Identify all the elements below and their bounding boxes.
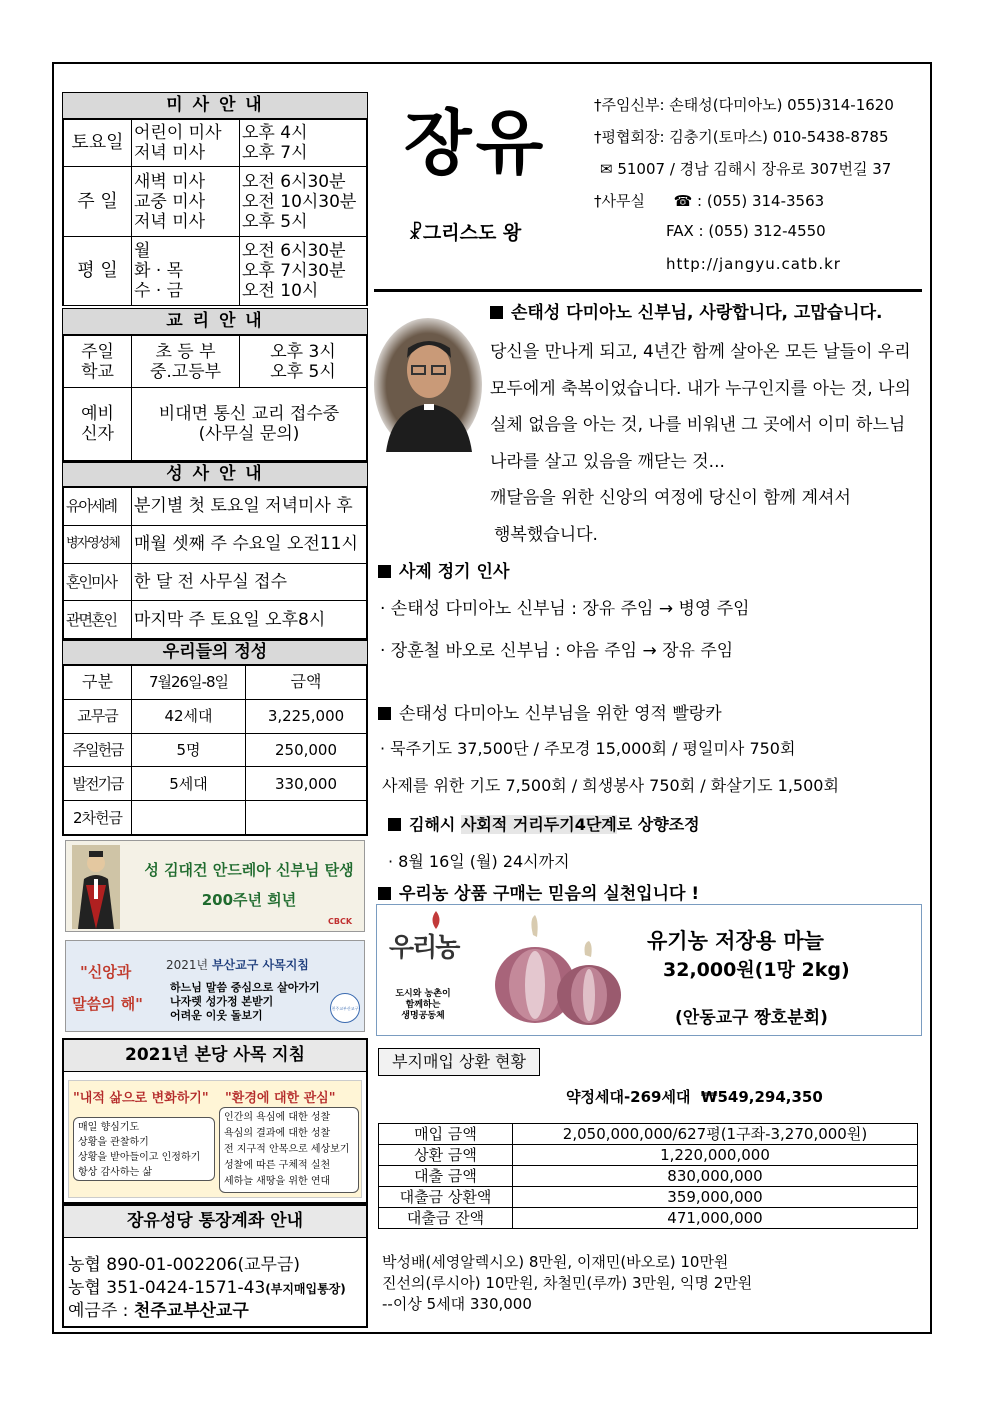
land-header: 부지매입 상환 현황 (378, 1048, 540, 1076)
farewell-line: 행복했습니다. (494, 524, 598, 545)
sacrament-label: 관면혼인 (64, 601, 132, 639)
mass-time: 오전 6시30분 (242, 241, 346, 261)
masthead-divider (374, 289, 922, 292)
farm-ad (376, 904, 922, 1036)
address: 51007 / 경남 김해시 장유로 307번길 37 (617, 160, 892, 178)
farewell-line: 실체 없음을 아는 것, 나를 비워낸 그 곳에서 이미 하느님 (490, 415, 906, 435)
plan-heading-environment: "환경에 대한 관심" (225, 1091, 336, 1106)
offering-cell: 5명 (132, 733, 246, 767)
woorinong-leaf-icon (429, 911, 443, 929)
masthead-subtitle: 그리스도 왕 (422, 222, 522, 244)
parish-plan-header: 2021년 본당 사목 지침 (64, 1040, 366, 1072)
transfer-title: 사제 정기 인사 (399, 562, 510, 582)
busan-quote-1: "신앙과 (80, 963, 132, 981)
school-group: 중.고등부 (149, 361, 222, 382)
bullet-square-icon (378, 565, 391, 578)
offering-box (62, 640, 368, 836)
farewell-title: 손태성 다미아노 신부님, 사랑합니다, 고맙습니다. (511, 303, 883, 323)
busan-title-year: 2021년 (166, 958, 209, 972)
bullet-square-icon (388, 818, 401, 831)
sacrament-label: 유아세례 (64, 488, 132, 526)
kim-banner-title: 성 김대건 안드레아 신부님 탄생 (144, 861, 354, 879)
school-group: 초 등 부 (155, 341, 216, 362)
bouquet-title: 손태성 다미아노 신부님을 위한 영적 빨랑카 (399, 704, 722, 724)
garlic-image (493, 915, 623, 1027)
woorinong-tag: 함께하는 (405, 1000, 441, 1010)
sacrament-text: 한 달 전 사무실 접수 (132, 563, 367, 601)
cbck-logo: CBCK (328, 917, 353, 926)
school-time: 오후 3시 (270, 341, 336, 362)
council-contact: †평협회장: 김충기(토마스) 010-5438-8785 (594, 128, 889, 146)
bullet-square-icon (378, 887, 391, 900)
account-line: 농협 890-01-002206(교무금) (68, 1255, 301, 1275)
woorinong-logo: 우리농 (389, 933, 459, 963)
busan-item: 하느님 말씀 중심으로 살아가기 (170, 981, 320, 994)
sacrament-text: 분기별 첫 토요일 저녁미사 후 (132, 488, 367, 526)
offering-cell: 42세대 (132, 699, 246, 733)
kim-daegeon-banner (65, 840, 365, 932)
account-purpose: (부지매입통장) (265, 1282, 346, 1296)
offering-cell: 주일헌금 (64, 733, 132, 767)
farewell-line: 당신을 만나게 되고, 4년간 함께 살아온 모든 날들이 우리 (490, 342, 911, 362)
plan-heading-inner-life: "내적 삶으로 변화하기" (73, 1091, 209, 1106)
land-table (378, 1123, 918, 1229)
offering-col-header: 구분 (64, 666, 132, 700)
offering-col-header: 7월26일-8일 (132, 666, 246, 700)
mass-time: 오후 7시 (242, 143, 308, 163)
donor-line: --이상 5세대 330,000 (382, 1295, 532, 1313)
mass-time: 오후 4시 (242, 123, 308, 143)
sunday-school-label: 주일 학교 (64, 336, 132, 388)
office-phone: †사무실 ☎ : (055) 314-3563 (594, 192, 825, 210)
priest-photo (374, 318, 482, 452)
catechism-table (63, 335, 367, 461)
mass-time: 오전 10시 (242, 281, 319, 301)
mass-name: 새벽 미사 (134, 171, 206, 192)
mass-time: 오후 7시30분 (242, 261, 346, 281)
busan-title: 부산교구 사목지침 (211, 958, 309, 972)
mass-box (62, 92, 368, 306)
masthead-title: 장유 (404, 102, 548, 184)
mass-time: 오전 10시30분 (242, 191, 357, 212)
land-pledge: 약정세대-269세대 ₩549,294,350 (566, 1088, 823, 1106)
plan-right-item: 성찰에 따른 구체적 실천 (224, 1160, 331, 1171)
catechism-box (62, 308, 368, 462)
mass-name: 교중 미사 (134, 191, 206, 212)
offering-cell: 3,225,000 (246, 699, 367, 733)
woorinong-tag: 도시와 농촌이 (395, 989, 451, 999)
mass-day: 평 일 (64, 237, 132, 306)
school-time: 오후 5시 (270, 361, 336, 382)
pastor-contact: †주임신부: 손태성(다미아노) 055)314-1620 (594, 96, 894, 114)
offering-cell: 5세대 (132, 767, 246, 801)
plan-right-item: 전 지구적 안목으로 세상보기 (224, 1144, 350, 1155)
account-holder: 천주교부산교구 (133, 1301, 249, 1321)
plan-left-item: 상황을 관찰하기 (78, 1137, 149, 1148)
land-label: 매입 금액 (379, 1124, 513, 1145)
farm-price: 32,000원(1망 2kg) (663, 959, 850, 981)
busan-quote-2: 말씀의 해" (72, 995, 143, 1013)
bullet-square-icon (378, 707, 391, 720)
transfer-line: · 장훈철 바오로 신부님 : 야음 주임 → 장유 주임 (380, 641, 734, 661)
fax: FAX : (055) 312-4550 (666, 222, 826, 240)
offering-table (63, 665, 367, 835)
saint-portrait-icon (72, 845, 120, 929)
mass-name: 저녁 미사 (134, 143, 206, 163)
land-value: 359,000,000 (513, 1187, 918, 1208)
offering-col-header: 금액 (246, 666, 367, 700)
offering-cell: 발전기금 (64, 767, 132, 801)
accounts-header: 장유성당 통장계좌 안내 (64, 1206, 366, 1238)
farewell-line: 모두에게 축복이었습니다. 내가 누구인지를 아는 것, 나의 (490, 378, 911, 399)
parish-plan-box (62, 1038, 368, 1204)
farewell-line: 나라를 살고 있음을 깨닫는 것... (490, 451, 725, 472)
mass-name: 수 · 금 (134, 281, 184, 301)
farewell-message (490, 334, 911, 553)
plan-right-item: 세하늘 새땅을 위한 연대 (224, 1176, 331, 1187)
mass-header: 미 사 안 내 (63, 93, 367, 119)
catechism-header: 교 리 안 내 (63, 309, 367, 335)
land-label: 대출금 상환액 (379, 1187, 513, 1208)
distancing-title-a: 김해시 (409, 815, 461, 834)
busan-item: 나자렛 성가정 본받기 (170, 995, 274, 1008)
bouquet-line: · 묵주기도 37,500단 / 주모경 15,000회 / 평일미사 750회 (380, 739, 796, 758)
farm-product: 유기농 저장용 마늘 (647, 929, 824, 953)
mass-time: 오후 5시 (242, 211, 308, 232)
plan-right-item: 욕심의 결과에 대한 성찰 (224, 1128, 331, 1139)
farm-seller: (안동교구 짱호분회) (675, 1008, 828, 1028)
plan-left-item: 상황을 받아들이고 인정하기 (78, 1152, 201, 1163)
bullet-square-icon (490, 306, 503, 319)
land-value: 1,220,000,000 (513, 1145, 918, 1166)
mass-time: 오전 6시30분 (242, 171, 346, 192)
land-value: 2,050,000,000/627평(1구좌-3,270,000원) (513, 1124, 918, 1145)
mass-table (63, 119, 367, 306)
offering-cell: 330,000 (246, 767, 367, 801)
farm-title: 우리농 상품 구매는 믿음의 실천입니다 ! (399, 884, 700, 904)
catechumen-note: (사무실 문의) (198, 424, 300, 444)
catechumen-text: 비대면 통신 교리 접수중 (158, 404, 340, 424)
account-holder-label: 예금주 : (68, 1301, 134, 1321)
mass-name: 화 · 목 (134, 261, 184, 281)
land-label: 대출 금액 (379, 1166, 513, 1187)
mass-name: 월 (134, 241, 151, 261)
mass-name: 어린이 미사 (134, 123, 222, 143)
transfer-line: · 손태성 다미아노 신부님 : 장유 주임 → 병영 주임 (380, 599, 750, 619)
website-link[interactable]: http://jangyu.catb.kr (666, 255, 841, 273)
address-icon: ✉ (600, 160, 618, 178)
sacraments-table (63, 487, 367, 639)
offering-cell: 250,000 (246, 733, 367, 767)
bouquet-line: 사제를 위한 기도 7,500회 / 희생봉사 750회 / 화살기도 1,500회 (382, 776, 839, 795)
land-value: 830,000,000 (513, 1166, 918, 1187)
land-label: 대출금 잔액 (379, 1208, 513, 1229)
sacrament-label: 병자영성체 (64, 525, 132, 563)
distancing-highlight: 사회적 거리두기4단계 (460, 815, 617, 834)
chi-rho-icon: ☧ (408, 222, 423, 244)
woorinong-tag: 생명공동체 (401, 1011, 445, 1021)
offering-cell: 2차헌금 (64, 801, 132, 835)
sacrament-text: 마지막 주 토요일 오후8시 (132, 601, 367, 639)
farewell-line: 깨달음을 위한 신앙의 여정에 당신이 함께 계셔서 (490, 488, 851, 508)
busan-item: 어려운 이웃 돌보기 (170, 1009, 263, 1022)
offering-header: 우리들의 정성 (63, 641, 367, 665)
mass-day: 주 일 (64, 167, 132, 237)
donor-line: 박성배(세영알렉시오) 8만원, 이재민(바오로) 10만원 (382, 1253, 729, 1271)
plan-left-item: 매일 향심기도 (78, 1122, 140, 1133)
distancing-title-c: 로 상향조정 (616, 815, 700, 834)
plan-right-item: 인간의 욕심에 대한 성찰 (224, 1112, 331, 1123)
sacrament-text: 매월 셋째 주 수요일 오전11시 (132, 525, 367, 563)
accounts-box (62, 1204, 368, 1328)
offering-cell (246, 801, 367, 835)
account-number: 농협 351-0424-1571-43 (68, 1278, 266, 1298)
busan-seal-icon: 천주교부산교구 (330, 993, 360, 1023)
sacrament-label: 혼인미사 (64, 563, 132, 601)
land-label: 상환 금액 (379, 1145, 513, 1166)
land-value: 471,000,000 (513, 1208, 918, 1229)
offering-cell (132, 801, 246, 835)
plan-left-item: 항상 감사하는 삶 (78, 1167, 152, 1178)
sacraments-header: 성 사 안 내 (63, 463, 367, 487)
offering-cell: 교무금 (64, 699, 132, 733)
donor-list (382, 1252, 752, 1315)
catechumen-label: 예비 신자 (64, 388, 132, 461)
parish-plan-panel (68, 1080, 362, 1198)
mass-day: 토요일 (64, 120, 132, 167)
busan-diocese-banner (65, 940, 365, 1032)
sacraments-box (62, 462, 368, 640)
distancing-line: · 8월 16일 (월) 24시까지 (388, 852, 570, 871)
kim-banner-subtitle: 200주년 희년 (201, 891, 297, 909)
donor-line: 진선의(루시아) 10만원, 차철민(루까) 3만원, 익명 2만원 (382, 1274, 753, 1292)
mass-name: 저녁 미사 (134, 211, 206, 232)
